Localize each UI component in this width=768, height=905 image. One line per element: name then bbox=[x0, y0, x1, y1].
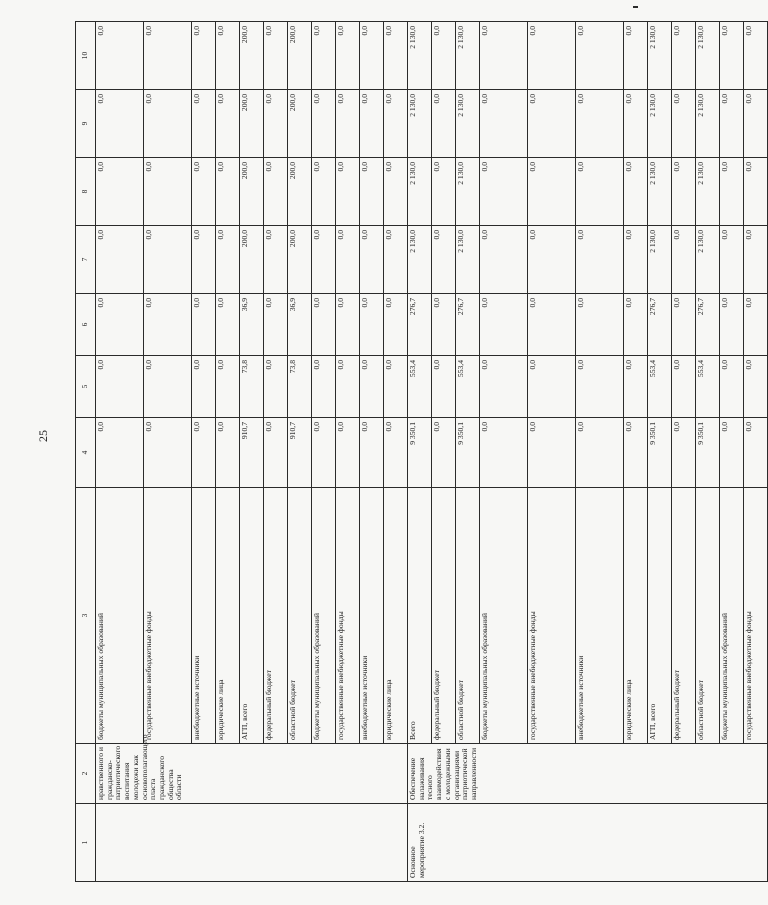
value-cell-col7: 0,0 bbox=[336, 226, 360, 294]
value-cell-col7: 0,0 bbox=[672, 226, 696, 294]
funding-source-cell: бюджеты муниципальных образований bbox=[96, 488, 144, 744]
table-row bbox=[96, 22, 144, 882]
value-cell-col5: 0,0 bbox=[264, 356, 288, 418]
value-cell-col10: 0,0 bbox=[312, 22, 336, 90]
value-cell-col5: 0,0 bbox=[672, 356, 696, 418]
value-cell-col4: 0,0 bbox=[192, 418, 216, 488]
value-cell-col10: 0,0 bbox=[192, 22, 216, 90]
value-cell-col4: 9 350,1 bbox=[648, 418, 672, 488]
value-cell-col10: 2 130,0 bbox=[456, 22, 480, 90]
value-cell-col8: 0,0 bbox=[528, 158, 576, 226]
value-cell-col10: 0,0 bbox=[576, 22, 624, 90]
funding-source-cell: государственные внебюджетные фонды bbox=[144, 488, 192, 744]
col2-description-cell: нравственного и гражданско-патриотического воспитания молодежи как основополагающего пласта гражданского общества области bbox=[96, 744, 408, 804]
value-cell-col7: 0,0 bbox=[528, 226, 576, 294]
value-cell-col10: 0,0 bbox=[336, 22, 360, 90]
value-cell-col6: 276,7 bbox=[408, 294, 432, 356]
value-cell-col6: 0,0 bbox=[264, 294, 288, 356]
value-cell-col10: 200,0 bbox=[240, 22, 264, 90]
funding-source-cell: юридические лица bbox=[624, 488, 648, 744]
value-cell-col4: 0,0 bbox=[144, 418, 192, 488]
value-cell-col6: 0,0 bbox=[312, 294, 336, 356]
value-cell-col7: 2 130,0 bbox=[408, 226, 432, 294]
value-cell-col8: 0,0 bbox=[624, 158, 648, 226]
value-cell-col9: 0,0 bbox=[312, 90, 336, 158]
value-cell-col5: 0,0 bbox=[360, 356, 384, 418]
value-cell-col9: 2 130,0 bbox=[648, 90, 672, 158]
value-cell-col6: 0,0 bbox=[528, 294, 576, 356]
funding-source-cell: бюджеты муниципальных образований bbox=[480, 488, 528, 744]
value-cell-col7: 0,0 bbox=[216, 226, 240, 294]
value-cell-col8: 2 130,0 bbox=[648, 158, 672, 226]
value-cell-col7: 0,0 bbox=[624, 226, 648, 294]
value-cell-col6: 36,9 bbox=[288, 294, 312, 356]
value-cell-col7: 0,0 bbox=[744, 226, 768, 294]
funding-source-cell: юридические лица bbox=[384, 488, 408, 744]
value-cell-col4: 0,0 bbox=[744, 418, 768, 488]
value-cell-col9: 0,0 bbox=[576, 90, 624, 158]
value-cell-col9: 200,0 bbox=[288, 90, 312, 158]
value-cell-col6: 276,7 bbox=[648, 294, 672, 356]
value-cell-col4: 0,0 bbox=[528, 418, 576, 488]
value-cell-col9: 0,0 bbox=[96, 90, 144, 158]
funding-source-cell: АГП, всего bbox=[648, 488, 672, 744]
value-cell-col4: 0,0 bbox=[336, 418, 360, 488]
value-cell-col10: 0,0 bbox=[96, 22, 144, 90]
funding-source-cell: федеральный бюджет bbox=[264, 488, 288, 744]
value-cell-col10: 0,0 bbox=[144, 22, 192, 90]
value-cell-col10: 2 130,0 bbox=[696, 22, 720, 90]
value-cell-col7: 0,0 bbox=[720, 226, 744, 294]
value-cell-col9: 0,0 bbox=[432, 90, 456, 158]
value-cell-col7: 0,0 bbox=[384, 226, 408, 294]
value-cell-col9: 2 130,0 bbox=[456, 90, 480, 158]
value-cell-col10: 0,0 bbox=[720, 22, 744, 90]
funding-source-cell: Всего bbox=[408, 488, 432, 744]
value-cell-col7: 2 130,0 bbox=[696, 226, 720, 294]
value-cell-col8: 200,0 bbox=[288, 158, 312, 226]
value-cell-col9: 0,0 bbox=[624, 90, 648, 158]
value-cell-col7: 2 130,0 bbox=[456, 226, 480, 294]
value-cell-col5: 0,0 bbox=[624, 356, 648, 418]
funding-source-cell: федеральный бюджет bbox=[672, 488, 696, 744]
table-row bbox=[408, 22, 432, 882]
value-cell-col7: 0,0 bbox=[192, 226, 216, 294]
value-cell-col6: 0,0 bbox=[672, 294, 696, 356]
value-cell-col10: 0,0 bbox=[360, 22, 384, 90]
value-cell-col5: 0,0 bbox=[144, 356, 192, 418]
funding-source-cell: внебюджетные источники bbox=[576, 488, 624, 744]
header-col-3: 3 bbox=[76, 488, 96, 744]
funding-source-cell: юридические лица bbox=[216, 488, 240, 744]
funding-source-cell: государственные внебюджетные фонды bbox=[528, 488, 576, 744]
value-cell-col7: 0,0 bbox=[480, 226, 528, 294]
value-cell-col10: 200,0 bbox=[288, 22, 312, 90]
value-cell-col4: 0,0 bbox=[720, 418, 744, 488]
funding-source-cell: внебюджетные источники bbox=[192, 488, 216, 744]
value-cell-col5: 553,4 bbox=[648, 356, 672, 418]
value-cell-col6: 36,9 bbox=[240, 294, 264, 356]
value-cell-col6: 0,0 bbox=[96, 294, 144, 356]
value-cell-col9: 0,0 bbox=[336, 90, 360, 158]
value-cell-col5: 73,8 bbox=[288, 356, 312, 418]
value-cell-col9: 0,0 bbox=[744, 90, 768, 158]
rotated-table-container bbox=[75, 22, 753, 882]
value-cell-col8: 2 130,0 bbox=[456, 158, 480, 226]
value-cell-col8: 0,0 bbox=[576, 158, 624, 226]
value-cell-col8: 0,0 bbox=[744, 158, 768, 226]
header-col-10: 10 bbox=[76, 22, 96, 90]
value-cell-col7: 200,0 bbox=[288, 226, 312, 294]
value-cell-col6: 276,7 bbox=[456, 294, 480, 356]
value-cell-col4: 0,0 bbox=[264, 418, 288, 488]
value-cell-col9: 0,0 bbox=[264, 90, 288, 158]
value-cell-col7: 0,0 bbox=[432, 226, 456, 294]
value-cell-col6: 276,7 bbox=[696, 294, 720, 356]
funding-source-cell: государственные внебюджетные фонды bbox=[336, 488, 360, 744]
budget-table bbox=[75, 21, 768, 882]
value-cell-col4: 0,0 bbox=[480, 418, 528, 488]
value-cell-col5: 553,4 bbox=[456, 356, 480, 418]
value-cell-col9: 0,0 bbox=[192, 90, 216, 158]
value-cell-col8: 0,0 bbox=[480, 158, 528, 226]
value-cell-col5: 0,0 bbox=[384, 356, 408, 418]
funding-source-cell: бюджеты муниципальных образований bbox=[720, 488, 744, 744]
value-cell-col4: 0,0 bbox=[672, 418, 696, 488]
value-cell-col8: 0,0 bbox=[336, 158, 360, 226]
value-cell-col6: 0,0 bbox=[360, 294, 384, 356]
funding-source-cell: АГП, всего bbox=[240, 488, 264, 744]
value-cell-col9: 0,0 bbox=[480, 90, 528, 158]
value-cell-col10: 0,0 bbox=[528, 22, 576, 90]
value-cell-col9: 0,0 bbox=[360, 90, 384, 158]
header-col-7: 7 bbox=[76, 226, 96, 294]
value-cell-col4: 0,0 bbox=[576, 418, 624, 488]
header-col-4: 4 bbox=[76, 418, 96, 488]
value-cell-col6: 0,0 bbox=[720, 294, 744, 356]
value-cell-col7: 0,0 bbox=[144, 226, 192, 294]
value-cell-col10: 0,0 bbox=[432, 22, 456, 90]
header-col-8: 8 bbox=[76, 158, 96, 226]
value-cell-col10: 2 130,0 bbox=[648, 22, 672, 90]
value-cell-col5: 553,4 bbox=[696, 356, 720, 418]
value-cell-col7: 200,0 bbox=[240, 226, 264, 294]
value-cell-col5: 0,0 bbox=[312, 356, 336, 418]
value-cell-col4: 9 350,1 bbox=[456, 418, 480, 488]
value-cell-col10: 0,0 bbox=[624, 22, 648, 90]
value-cell-col5: 0,0 bbox=[216, 356, 240, 418]
value-cell-col8: 0,0 bbox=[720, 158, 744, 226]
funding-source-cell: государственные внебюджетные фонды bbox=[744, 488, 768, 744]
value-cell-col4: 0,0 bbox=[432, 418, 456, 488]
value-cell-col9: 0,0 bbox=[672, 90, 696, 158]
funding-source-cell: федеральный бюджет bbox=[432, 488, 456, 744]
value-cell-col8: 0,0 bbox=[312, 158, 336, 226]
value-cell-col6: 0,0 bbox=[480, 294, 528, 356]
funding-source-cell: областной бюджет bbox=[696, 488, 720, 744]
value-cell-col6: 0,0 bbox=[576, 294, 624, 356]
value-cell-col10: 0,0 bbox=[672, 22, 696, 90]
value-cell-col5: 0,0 bbox=[720, 356, 744, 418]
value-cell-col7: 2 130,0 bbox=[648, 226, 672, 294]
value-cell-col4: 0,0 bbox=[96, 418, 144, 488]
value-cell-col10: 0,0 bbox=[216, 22, 240, 90]
value-cell-col4: 0,0 bbox=[312, 418, 336, 488]
value-cell-col6: 0,0 bbox=[144, 294, 192, 356]
header-col-5: 5 bbox=[76, 356, 96, 418]
value-cell-col4: 910,7 bbox=[240, 418, 264, 488]
value-cell-col7: 0,0 bbox=[312, 226, 336, 294]
value-cell-col4: 0,0 bbox=[384, 418, 408, 488]
value-cell-col6: 0,0 bbox=[744, 294, 768, 356]
value-cell-col6: 0,0 bbox=[432, 294, 456, 356]
value-cell-col8: 0,0 bbox=[96, 158, 144, 226]
value-cell-col6: 0,0 bbox=[192, 294, 216, 356]
value-cell-col4: 0,0 bbox=[360, 418, 384, 488]
value-cell-col8: 0,0 bbox=[672, 158, 696, 226]
value-cell-col9: 2 130,0 bbox=[408, 90, 432, 158]
value-cell-col10: 0,0 bbox=[384, 22, 408, 90]
col1-measure-cell bbox=[96, 804, 408, 882]
value-cell-col9: 0,0 bbox=[384, 90, 408, 158]
value-cell-col10: 0,0 bbox=[480, 22, 528, 90]
value-cell-col5: 73,8 bbox=[240, 356, 264, 418]
value-cell-col9: 0,0 bbox=[528, 90, 576, 158]
value-cell-col6: 0,0 bbox=[624, 294, 648, 356]
funding-source-cell: областной бюджет bbox=[288, 488, 312, 744]
value-cell-col8: 0,0 bbox=[192, 158, 216, 226]
col1-measure-cell: Основное мероприятие 3.2. bbox=[408, 804, 768, 882]
value-cell-col5: 0,0 bbox=[192, 356, 216, 418]
value-cell-col4: 0,0 bbox=[216, 418, 240, 488]
value-cell-col8: 0,0 bbox=[360, 158, 384, 226]
value-cell-col8: 0,0 bbox=[216, 158, 240, 226]
value-cell-col5: 0,0 bbox=[744, 356, 768, 418]
corner-mark bbox=[633, 6, 638, 8]
value-cell-col5: 0,0 bbox=[432, 356, 456, 418]
header-col-1: 1 bbox=[76, 804, 96, 882]
funding-source-cell: бюджеты муниципальных образований bbox=[312, 488, 336, 744]
value-cell-col8: 200,0 bbox=[240, 158, 264, 226]
value-cell-col6: 0,0 bbox=[336, 294, 360, 356]
value-cell-col5: 553,4 bbox=[408, 356, 432, 418]
value-cell-col4: 9 350,1 bbox=[696, 418, 720, 488]
value-cell-col5: 0,0 bbox=[480, 356, 528, 418]
budget-table-body bbox=[76, 22, 768, 882]
value-cell-col5: 0,0 bbox=[96, 356, 144, 418]
header-col-9: 9 bbox=[76, 90, 96, 158]
value-cell-col10: 0,0 bbox=[264, 22, 288, 90]
value-cell-col4: 9 350,1 bbox=[408, 418, 432, 488]
value-cell-col5: 0,0 bbox=[528, 356, 576, 418]
value-cell-col9: 200,0 bbox=[240, 90, 264, 158]
value-cell-col9: 0,0 bbox=[720, 90, 744, 158]
value-cell-col9: 0,0 bbox=[216, 90, 240, 158]
funding-source-cell: областной бюджет bbox=[456, 488, 480, 744]
header-col-6: 6 bbox=[76, 294, 96, 356]
value-cell-col7: 0,0 bbox=[576, 226, 624, 294]
value-cell-col10: 0,0 bbox=[744, 22, 768, 90]
value-cell-col8: 2 130,0 bbox=[696, 158, 720, 226]
funding-source-cell: внебюджетные источники bbox=[360, 488, 384, 744]
value-cell-col7: 0,0 bbox=[264, 226, 288, 294]
value-cell-col8: 0,0 bbox=[264, 158, 288, 226]
value-cell-col5: 0,0 bbox=[576, 356, 624, 418]
value-cell-col8: 0,0 bbox=[432, 158, 456, 226]
value-cell-col9: 0,0 bbox=[144, 90, 192, 158]
header-row bbox=[76, 22, 96, 882]
value-cell-col9: 2 130,0 bbox=[696, 90, 720, 158]
value-cell-col6: 0,0 bbox=[384, 294, 408, 356]
value-cell-col7: 0,0 bbox=[360, 226, 384, 294]
page-number: 25 bbox=[36, 430, 50, 442]
value-cell-col6: 0,0 bbox=[216, 294, 240, 356]
value-cell-col4: 0,0 bbox=[624, 418, 648, 488]
header-col-2: 2 bbox=[76, 744, 96, 804]
value-cell-col8: 0,0 bbox=[384, 158, 408, 226]
value-cell-col7: 0,0 bbox=[96, 226, 144, 294]
value-cell-col8: 2 130,0 bbox=[408, 158, 432, 226]
col2-description-cell: Обеспечение налаживания тесного взаимодействия с молодежными организациями патриотической направленности bbox=[408, 744, 768, 804]
value-cell-col8: 0,0 bbox=[144, 158, 192, 226]
value-cell-col5: 0,0 bbox=[336, 356, 360, 418]
value-cell-col10: 2 130,0 bbox=[408, 22, 432, 90]
value-cell-col4: 910,7 bbox=[288, 418, 312, 488]
